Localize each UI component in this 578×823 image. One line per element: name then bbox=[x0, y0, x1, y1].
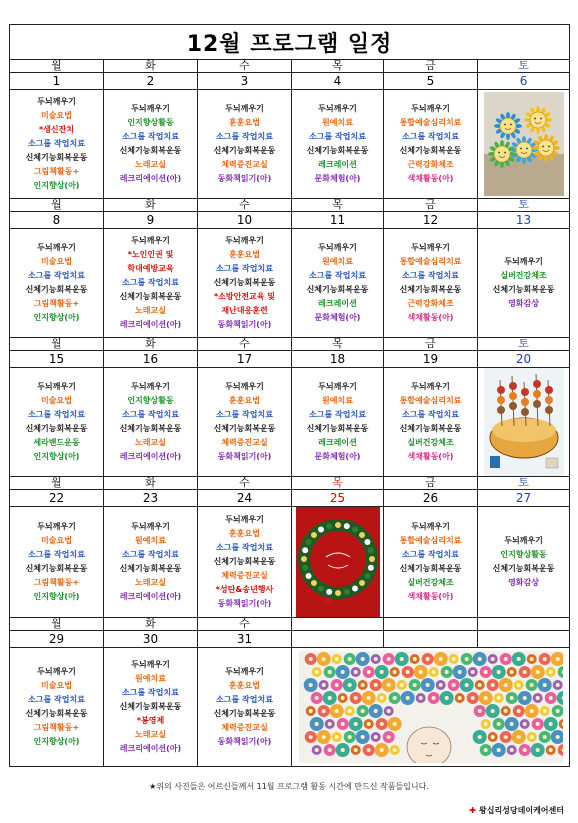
weekday-label: 금 bbox=[384, 338, 478, 351]
day-schedule bbox=[384, 229, 478, 338]
activity-item: 미술요법 bbox=[41, 396, 72, 405]
weekday-label: 토 bbox=[478, 338, 570, 351]
activity-item: 신체기능회복운동 bbox=[306, 285, 369, 294]
activity-item: *소방안전교육 및 bbox=[213, 292, 276, 301]
activity-item: 신체기능회복운동 bbox=[399, 564, 462, 573]
activity-item: 그림책활동+ bbox=[33, 723, 80, 732]
date-number bbox=[478, 631, 570, 648]
activity-item: 인지향상활동 bbox=[500, 550, 547, 559]
date-number: 6 bbox=[478, 73, 570, 90]
activity-item: 신체기능회복운동 bbox=[306, 424, 369, 433]
date-row bbox=[10, 351, 570, 368]
activity-item: 신체기능회복운동 bbox=[399, 285, 462, 294]
activity-item: 소그룹 작업치료 bbox=[122, 410, 179, 419]
activity-item: 근력강화체조 bbox=[407, 299, 454, 308]
activity-item: 원예치료 bbox=[322, 257, 353, 266]
activity-item: 두뇌깨우기 bbox=[37, 522, 76, 531]
weekday-label: 목 bbox=[292, 338, 384, 351]
weekday-label: 화 bbox=[104, 60, 198, 73]
weekday-label: 화 bbox=[104, 199, 198, 212]
activity-item: 소그룹 작업치료 bbox=[122, 132, 179, 141]
weekday-row bbox=[10, 60, 570, 73]
date-number: 11 bbox=[292, 212, 384, 229]
date-number: 29 bbox=[10, 631, 104, 648]
org-name bbox=[469, 805, 564, 816]
day-schedule bbox=[10, 90, 104, 199]
date-number: 26 bbox=[384, 490, 478, 507]
activity-item: 소그룹 작업치료 bbox=[402, 410, 459, 419]
activity-item: 인지향상활동 bbox=[127, 118, 174, 127]
activity-item: 신체기능회복운동 bbox=[25, 424, 88, 433]
activity-item: 근력강화체조 bbox=[407, 160, 454, 169]
date-number bbox=[292, 631, 384, 648]
activity-item: 동화책읽기(아) bbox=[217, 599, 272, 608]
day-schedule bbox=[104, 507, 198, 618]
weekday-row bbox=[10, 477, 570, 490]
date-number: 2 bbox=[104, 73, 198, 90]
activity-item: 미술요법 bbox=[41, 257, 72, 266]
activity-item: 소그룹 작업치료 bbox=[216, 264, 273, 273]
activity-item: 통합예술심리치료 bbox=[399, 396, 462, 405]
activity-item: 레크리에이션(아) bbox=[119, 174, 182, 183]
activity-item: 신체기능회복운동 bbox=[213, 709, 276, 718]
activity-item: 체력증진교실 bbox=[221, 438, 268, 447]
day-schedule bbox=[104, 368, 198, 477]
date-number: 25 bbox=[292, 490, 384, 507]
activity-item: 원예치료 bbox=[135, 674, 166, 683]
date-row bbox=[10, 631, 570, 648]
activity-item: 소그룹 작업치료 bbox=[216, 543, 273, 552]
date-row bbox=[10, 73, 570, 90]
date-row bbox=[10, 490, 570, 507]
day-schedule bbox=[198, 368, 292, 477]
weekday-label bbox=[292, 618, 384, 631]
day-schedule bbox=[10, 229, 104, 338]
activity-item: 신체기능회복운동 bbox=[119, 702, 182, 711]
date-number: 24 bbox=[198, 490, 292, 507]
activity-item: 학대예방교육 bbox=[127, 264, 174, 273]
activity-item: 두뇌깨우기 bbox=[225, 382, 264, 391]
activity-item: 소그룹 작업치료 bbox=[122, 688, 179, 697]
day-schedule bbox=[198, 507, 292, 618]
activity-item: 레크리에이션(아) bbox=[119, 592, 182, 601]
activity-item: 소그룹 작업치료 bbox=[122, 278, 179, 287]
date-number: 31 bbox=[198, 631, 292, 648]
weekday-label: 금 bbox=[384, 477, 478, 490]
weekday-label: 토 bbox=[478, 477, 570, 490]
activity-item: 미술요법 bbox=[41, 111, 72, 120]
date-number: 20 bbox=[478, 351, 570, 368]
activity-item: 색채활동(아) bbox=[407, 174, 454, 183]
activity-item: 두뇌깨우기 bbox=[131, 522, 170, 531]
day-schedule bbox=[104, 229, 198, 338]
date-number: 4 bbox=[292, 73, 384, 90]
activity-item: 노래교실 bbox=[135, 730, 166, 739]
day-schedule bbox=[292, 90, 384, 199]
activity-item: 문화체험(아) bbox=[314, 452, 361, 461]
date-number: 3 bbox=[198, 73, 292, 90]
activity-item: 색채활동(아) bbox=[407, 452, 454, 461]
activity-item: 두뇌깨우기 bbox=[131, 104, 170, 113]
activity-item: 두뇌깨우기 bbox=[225, 104, 264, 113]
cross-icon: ✚ bbox=[469, 806, 476, 815]
activity-item: 신체기능회복운동 bbox=[25, 153, 88, 162]
day-schedule bbox=[384, 507, 478, 618]
activity-item: 통합예술심리치료 bbox=[399, 257, 462, 266]
activity-item: 실버건강체조 bbox=[407, 438, 454, 447]
activity-item: 신체기능회복운동 bbox=[25, 709, 88, 718]
day-schedule bbox=[292, 229, 384, 338]
activity-item: 체력증진교실 bbox=[221, 160, 268, 169]
weekday-label: 월 bbox=[10, 199, 104, 212]
activity-item: 소그룹 작업치료 bbox=[216, 695, 273, 704]
food-drawing-photo bbox=[484, 368, 564, 476]
activity-item: 미술요법 bbox=[41, 536, 72, 545]
photo-cell bbox=[478, 90, 570, 199]
activity-item: 두뇌깨우기 bbox=[411, 104, 450, 113]
activity-item: 원예치료 bbox=[322, 118, 353, 127]
weekday-label: 금 bbox=[384, 199, 478, 212]
activity-item: 그림책활동+ bbox=[33, 299, 80, 308]
activity-item: 그림책활동+ bbox=[33, 578, 80, 587]
activity-item: 소그룹 작업치료 bbox=[402, 132, 459, 141]
activity-item: 문화체험(아) bbox=[314, 313, 361, 322]
activity-item: 훈훈요법 bbox=[229, 396, 260, 405]
weekday-label: 화 bbox=[104, 618, 198, 631]
date-number: 22 bbox=[10, 490, 104, 507]
date-number: 18 bbox=[292, 351, 384, 368]
activity-item: 노래교실 bbox=[135, 578, 166, 587]
activity-item: 신체기능회복운동 bbox=[119, 424, 182, 433]
activity-item: *성탄&송년행사 bbox=[215, 585, 274, 594]
activity-item: 소그룹 작업치료 bbox=[216, 132, 273, 141]
activity-item: 인지향상(아) bbox=[33, 592, 80, 601]
activity-row bbox=[10, 507, 570, 618]
activity-item: 동화책읽기(아) bbox=[217, 174, 272, 183]
calendar-sheet bbox=[9, 24, 569, 767]
day-schedule bbox=[198, 648, 292, 767]
activity-item: 레크레이션 bbox=[318, 160, 357, 169]
weekday-label: 수 bbox=[198, 477, 292, 490]
date-number: 5 bbox=[384, 73, 478, 90]
activity-item: 신체기능회복운동 bbox=[492, 564, 555, 573]
org-name-label: 왕십리성당데이케어센터 bbox=[478, 806, 564, 815]
date-number bbox=[384, 631, 478, 648]
activity-item: 인지향상(아) bbox=[33, 737, 80, 746]
activity-item: *생신잔치 bbox=[38, 125, 75, 134]
day-schedule bbox=[198, 90, 292, 199]
weekday-label: 월 bbox=[10, 338, 104, 351]
date-row bbox=[10, 212, 570, 229]
activity-item: 두뇌깨우기 bbox=[411, 522, 450, 531]
date-number: 10 bbox=[198, 212, 292, 229]
date-number: 23 bbox=[104, 490, 198, 507]
flower-artwork-photo bbox=[299, 651, 563, 763]
activity-item: 체력증진교실 bbox=[221, 723, 268, 732]
activity-item: 동화책읽기(아) bbox=[217, 320, 272, 329]
activity-item: 소그룹 작업치료 bbox=[28, 139, 85, 148]
activity-item: 신체기능회복운동 bbox=[492, 285, 555, 294]
activity-item: 소그룹 작업치료 bbox=[122, 550, 179, 559]
activity-row bbox=[10, 648, 570, 767]
activity-item: 두뇌깨우기 bbox=[411, 382, 450, 391]
activity-item: 신체기능회복운동 bbox=[213, 424, 276, 433]
activity-item: 두뇌깨우기 bbox=[131, 382, 170, 391]
page-title: 12월 프로그램 일정 bbox=[10, 25, 570, 60]
date-number: 1 bbox=[10, 73, 104, 90]
activity-item: 두뇌깨우기 bbox=[318, 243, 357, 252]
activity-item: 재난대응훈련 bbox=[221, 306, 268, 315]
activity-item: 두뇌깨우기 bbox=[37, 243, 76, 252]
activity-item: 두뇌깨우기 bbox=[411, 243, 450, 252]
activity-item: 신체기능회복운동 bbox=[306, 146, 369, 155]
activity-item: 레크리에이션(아) bbox=[119, 452, 182, 461]
activity-item: 소그룹 작업치료 bbox=[28, 271, 85, 280]
activity-item: 색채활동(아) bbox=[407, 592, 454, 601]
weekday-label: 수 bbox=[198, 199, 292, 212]
weekday-label bbox=[384, 618, 478, 631]
weekday-label: 월 bbox=[10, 60, 104, 73]
schedule-table bbox=[9, 24, 570, 767]
day-schedule bbox=[198, 229, 292, 338]
weekday-label: 목 bbox=[292, 60, 384, 73]
activity-item: 소그룹 작업치료 bbox=[28, 410, 85, 419]
date-number: 9 bbox=[104, 212, 198, 229]
weekday-label: 토 bbox=[478, 199, 570, 212]
weekday-row bbox=[10, 338, 570, 351]
date-number: 17 bbox=[198, 351, 292, 368]
day-schedule bbox=[478, 507, 570, 618]
activity-item: 두뇌깨우기 bbox=[318, 104, 357, 113]
activity-item: 두뇌깨우기 bbox=[37, 667, 76, 676]
activity-item: 인지향상(아) bbox=[33, 452, 80, 461]
activity-item: 소그룹 작업치료 bbox=[402, 550, 459, 559]
activity-item: 두뇌깨우기 bbox=[37, 97, 76, 106]
activity-item: 훈훈요법 bbox=[229, 529, 260, 538]
activity-item: 미술요법 bbox=[41, 681, 72, 690]
activity-item: 신체기능회복운동 bbox=[119, 146, 182, 155]
activity-item: 훈훈요법 bbox=[229, 681, 260, 690]
weekday-row bbox=[10, 618, 570, 631]
activity-item: 문화체험(아) bbox=[314, 174, 361, 183]
activity-item: 신체기능회복운동 bbox=[213, 557, 276, 566]
activity-item: 소그룹 작업치료 bbox=[309, 271, 366, 280]
activity-item: 소그룹 작업치료 bbox=[402, 271, 459, 280]
activity-item: *노인인권 및 bbox=[127, 250, 174, 259]
activity-item: 소그룹 작업치료 bbox=[28, 550, 85, 559]
activity-item: 인지향상(아) bbox=[33, 313, 80, 322]
activity-item: 체력증진교실 bbox=[221, 571, 268, 580]
activity-item: 색채활동(아) bbox=[407, 313, 454, 322]
activity-item: 신체기능회복운동 bbox=[25, 285, 88, 294]
activity-item: 신체기능회복운동 bbox=[399, 424, 462, 433]
activity-item: 훈훈요법 bbox=[229, 250, 260, 259]
photo-cell bbox=[478, 368, 570, 477]
weekday-label: 목 bbox=[292, 477, 384, 490]
activity-item: 소그룹 작업치료 bbox=[309, 132, 366, 141]
activity-row bbox=[10, 368, 570, 477]
weekday-label: 수 bbox=[198, 618, 292, 631]
date-number: 30 bbox=[104, 631, 198, 648]
day-schedule bbox=[104, 648, 198, 767]
day-schedule bbox=[104, 90, 198, 199]
activity-item: 실버건강체조 bbox=[500, 271, 547, 280]
activity-item: 신체기능회복운동 bbox=[213, 146, 276, 155]
activity-item: 실버건강체조 bbox=[407, 578, 454, 587]
activity-item: 영화감상 bbox=[508, 299, 539, 308]
activity-item: 통합예술심리치료 bbox=[399, 536, 462, 545]
date-number: 19 bbox=[384, 351, 478, 368]
activity-item: 두뇌깨우기 bbox=[225, 236, 264, 245]
activity-item: 동화책읽기(아) bbox=[217, 737, 272, 746]
activity-item: 신체기능회복운동 bbox=[119, 564, 182, 573]
activity-item: 노래교실 bbox=[135, 438, 166, 447]
weekday-label: 월 bbox=[10, 477, 104, 490]
activity-item: 소그룹 작업치료 bbox=[216, 410, 273, 419]
footer-note: ★위의 사진들은 어르신들께서 11월 프로그램 활동 시간에 만드신 작품들입니다. bbox=[149, 782, 429, 791]
activity-item: 두뇌깨우기 bbox=[225, 515, 264, 524]
day-schedule bbox=[10, 648, 104, 767]
date-number: 15 bbox=[10, 351, 104, 368]
date-number: 12 bbox=[384, 212, 478, 229]
activity-item: 원예치료 bbox=[135, 536, 166, 545]
activity-item: 두뇌깨우기 bbox=[131, 236, 170, 245]
weekday-row bbox=[10, 199, 570, 212]
activity-item: 영화감상 bbox=[508, 578, 539, 587]
day-schedule bbox=[10, 507, 104, 618]
activity-item: 신체기능회복운동 bbox=[119, 292, 182, 301]
weekday-label: 월 bbox=[10, 618, 104, 631]
activity-item: 두뇌깨우기 bbox=[37, 382, 76, 391]
day-schedule bbox=[384, 368, 478, 477]
activity-item: 두뇌깨우기 bbox=[504, 257, 543, 266]
activity-item: 동화책읽기(아) bbox=[217, 452, 272, 461]
date-number: 13 bbox=[478, 212, 570, 229]
activity-item: 레크리에이션(아) bbox=[119, 744, 182, 753]
date-number: 16 bbox=[104, 351, 198, 368]
activity-item: 인지향상(아) bbox=[33, 181, 80, 190]
weekday-label: 목 bbox=[292, 199, 384, 212]
activity-item: 세라밴드운동 bbox=[33, 438, 80, 447]
photo-cell bbox=[292, 648, 570, 767]
activity-item: 소그룹 작업치료 bbox=[309, 410, 366, 419]
date-number: 8 bbox=[10, 212, 104, 229]
weekday-label: 수 bbox=[198, 60, 292, 73]
day-schedule bbox=[10, 368, 104, 477]
weekday-label: 화 bbox=[104, 477, 198, 490]
activity-item: 소그룹 작업치료 bbox=[28, 695, 85, 704]
activity-item: 인지향상활동 bbox=[127, 396, 174, 405]
activity-item: 노래교실 bbox=[135, 160, 166, 169]
activity-item: 두뇌깨우기 bbox=[131, 660, 170, 669]
activity-item: 신체기능회복운동 bbox=[399, 146, 462, 155]
weekday-label: 금 bbox=[384, 60, 478, 73]
photo-cell bbox=[292, 507, 384, 618]
activity-item: 그림책활동+ bbox=[33, 167, 80, 176]
activity-item: 신체기능회복운동 bbox=[213, 278, 276, 287]
activity-row bbox=[10, 229, 570, 338]
sunflower-craft-photo bbox=[484, 92, 564, 196]
activity-item: 두뇌깨우기 bbox=[225, 667, 264, 676]
activity-item: 노래교실 bbox=[135, 306, 166, 315]
activity-item: 통합예술심리치료 bbox=[399, 118, 462, 127]
day-schedule bbox=[292, 368, 384, 477]
weekday-label: 수 bbox=[198, 338, 292, 351]
weekday-label: 토 bbox=[478, 60, 570, 73]
activity-item: 원예치료 bbox=[322, 396, 353, 405]
activity-item: 레크레이션 bbox=[318, 299, 357, 308]
weekday-label: 화 bbox=[104, 338, 198, 351]
activity-item: 두뇌깨우기 bbox=[318, 382, 357, 391]
activity-item: 두뇌깨우기 bbox=[504, 536, 543, 545]
day-schedule bbox=[478, 229, 570, 338]
activity-item: 레크레이션 bbox=[318, 438, 357, 447]
activity-item: 훈훈요법 bbox=[229, 118, 260, 127]
date-number: 27 bbox=[478, 490, 570, 507]
weekday-label bbox=[478, 618, 570, 631]
day-schedule bbox=[384, 90, 478, 199]
christmas-wreath-photo bbox=[296, 507, 380, 617]
activity-item: 신체기능회복운동 bbox=[25, 564, 88, 573]
activity-item: *봉영제 bbox=[136, 716, 165, 725]
activity-row bbox=[10, 90, 570, 199]
activity-item: 레크리에이션(아) bbox=[119, 320, 182, 329]
